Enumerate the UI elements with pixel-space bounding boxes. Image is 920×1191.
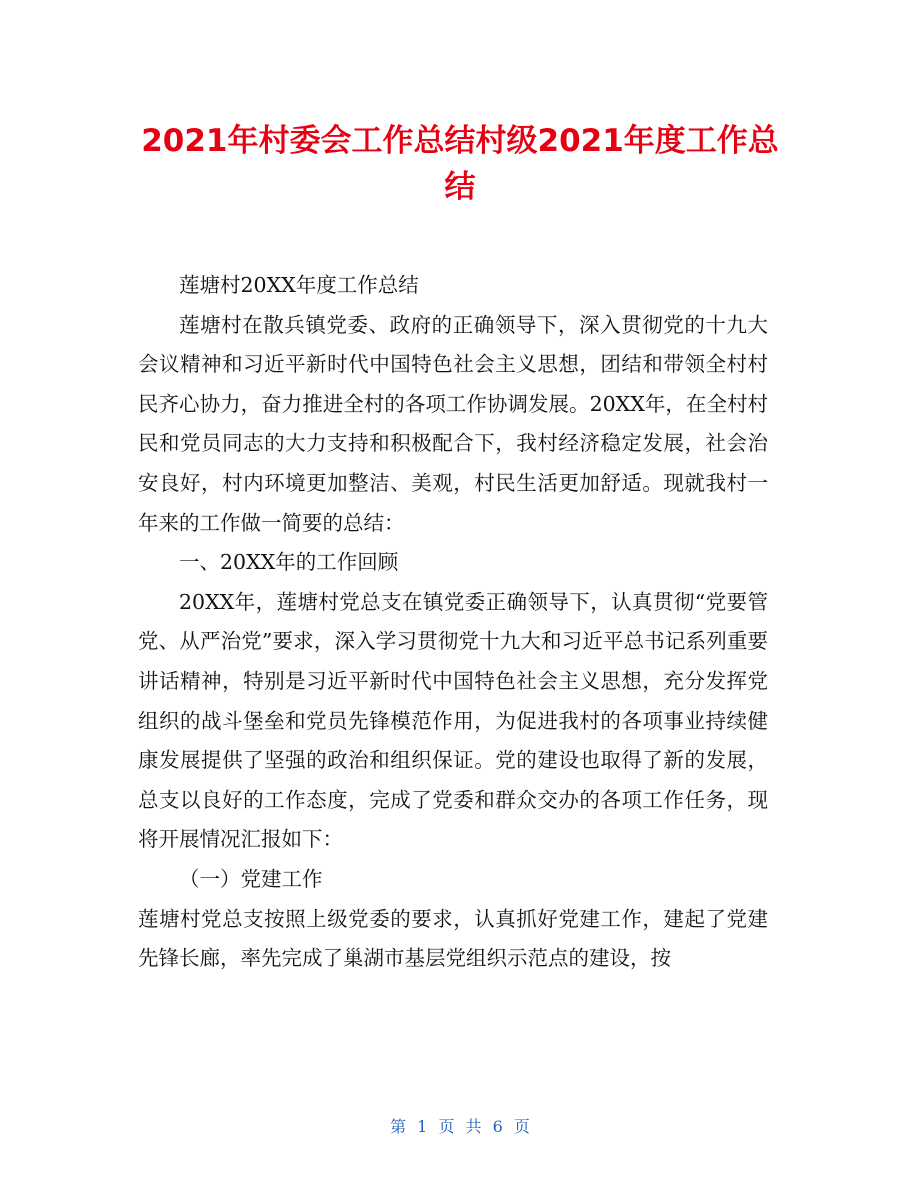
paragraph-party-building: 莲塘村党总支按照上级党委的要求，认真抓好党建工作，建起了党建先锋长廊，率先完成了巢湖市基层党组织示范点的建设，按 bbox=[138, 906, 768, 971]
page-number-footer: 第 1 页 共 6 页 bbox=[390, 1117, 530, 1136]
document-title: 2021年村委会工作总结村级2021年度工作总结 bbox=[141, 123, 779, 205]
paragraph-review: 20XX年，莲塘村党总支在镇党委正确领导下，认真贯彻“党要管党、从严治党”要求，深入学习贯彻党十九大和习近平总书记系列重要讲话精神，特别是习近平新时代中国特色社会主义思想，充分发挥党组织的战斗堡垒和党员先锋模范作用，为促进我村的各项事业持续健康发展提供了坚强的政治和组织保证。党的建设也取得了新的发展，总支以良好的工作态度，完成了党委和群众交办的各项工作任务，现将开展情况汇报如下： bbox=[138, 589, 768, 852]
paragraph-intro: 莲塘村在散兵镇党委、政府的正确领导下，深入贯彻党的十九大会议精神和习近平新时代中国特色社会主义思想，团结和带领全村村民齐心协力，奋力推进全村的各项工作协调发展。20XX年，在全村村民和党员同志的大力支持和积极配合下，我村经济稳定发展，社会治安良好，村内环境更加整洁、美观，村民生活更加舒适。现就我村一年来的工作做一简要的总结： bbox=[138, 312, 768, 535]
subsection-heading-party-building: （一）党建工作 bbox=[179, 866, 323, 891]
section-heading-review: 一、20XX年的工作回顾 bbox=[179, 550, 399, 575]
paragraph-heading: 莲塘村20XX年度工作总结 bbox=[179, 273, 419, 297]
document-body bbox=[138, 266, 768, 979]
